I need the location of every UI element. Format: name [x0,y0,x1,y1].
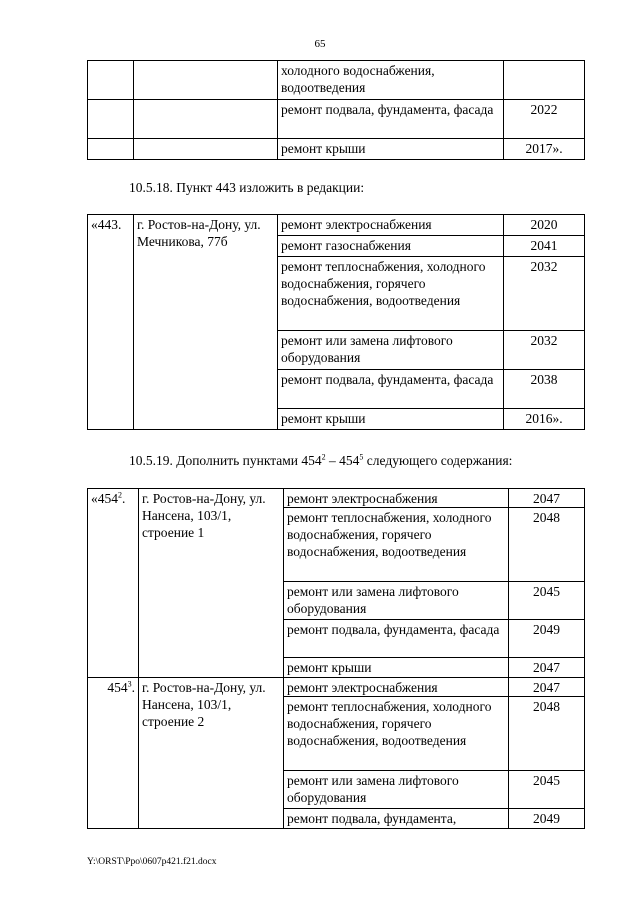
address-cell [134,100,278,139]
para-sup-2: 5 [359,452,364,462]
item-cell [88,61,134,100]
table-item-443 [87,214,585,430]
paragraph-10-5-18: 10.5.18. Пункт 443 изложить в редакции: [129,180,365,195]
para-prefix: 10.5.19. Дополнить пунктами 454 [129,453,322,468]
item-number-sup: 3 [127,679,132,689]
work-cell: ремонт теплоснабжения, холодного водоснабжения, горячего водоснабжения, водоотведения [284,697,509,771]
item-cell [88,100,134,139]
item-number-text: 454 [107,680,128,695]
year-cell [504,61,585,100]
year-cell: 2022 [504,100,585,139]
year-cell: 2047 [509,658,585,678]
year-cell: 2047 [509,489,585,508]
para-sup-1: 2 [321,452,326,462]
table-continuation [87,60,585,160]
year-cell: 2041 [504,236,585,257]
item-number-suffix: . [122,491,126,506]
work-cell: ремонт электроснабжения [284,678,509,697]
table-items-454 [87,488,585,829]
work-cell: ремонт теплоснабжения, холодного водоснабжения, горячего водоснабжения, водоотведения [278,257,504,331]
table-row [88,139,585,160]
item-number-suffix: . [131,680,135,695]
table-row [88,489,585,508]
table-row [88,100,585,139]
table-row [88,61,585,100]
footer-file-path: Y:\ORST\Ppo\0607p421.f21.docx [87,857,217,867]
item-number-text: «454 [91,491,118,506]
table-row [88,215,585,236]
page-number: 65 [314,38,326,50]
work-cell: ремонт подвала, фундамента, фасада [278,100,504,139]
work-cell: ремонт подвала, фундамента, фасада [284,620,509,658]
work-cell: ремонт крыши [278,409,504,430]
year-cell: 2047 [509,678,585,697]
work-cell: ремонт крыши [284,658,509,678]
work-cell: ремонт электроснабжения [284,489,509,508]
year-cell: 2020 [504,215,585,236]
paragraph-10-5-19 [129,453,512,469]
work-cell: ремонт подвала, фундамента, фасада [278,370,504,409]
address-cell: г. Ростов-на-Дону, ул. Нансена, 103/1, строение 1 [139,489,284,678]
year-cell: 2049 [509,809,585,829]
work-cell: ремонт или замена лифтового оборудования [284,771,509,809]
work-cell: ремонт теплоснабжения, холодного водоснабжения, горячего водоснабжения, водоотведения [284,508,509,582]
year-cell: 2048 [509,697,585,771]
work-cell: ремонт электроснабжения [278,215,504,236]
work-cell: холодного водоснабжения, водоотведения [278,61,504,100]
year-cell: 2032 [504,257,585,331]
year-cell: 2048 [509,508,585,582]
year-cell: 2045 [509,771,585,809]
year-cell: 2016». [504,409,585,430]
work-cell: ремонт газоснабжения [278,236,504,257]
table-row [88,678,585,697]
year-cell: 2049 [509,620,585,658]
year-cell: 2032 [504,331,585,370]
address-cell: г. Ростов-на-Дону, ул. Нансена, 103/1, строение 2 [139,678,284,829]
item-number [88,678,139,829]
work-cell: ремонт или замена лифтового оборудования [278,331,504,370]
address-cell [134,61,278,100]
para-dash: – 454 [325,453,360,468]
item-number: «443. [88,215,134,430]
para-suffix: следующего содержания: [363,453,513,468]
item-cell [88,139,134,160]
work-cell: ремонт или замена лифтового оборудования [284,582,509,620]
address-cell: г. Ростов-на-Дону, ул. Мечникова, 77б [134,215,278,430]
item-number-sup: 2 [118,490,122,500]
year-cell: 2017». [504,139,585,160]
work-cell: ремонт подвала, фундамента, [284,809,509,829]
item-number [88,489,139,678]
work-cell: ремонт крыши [278,139,504,160]
address-cell [134,139,278,160]
year-cell: 2045 [509,582,585,620]
year-cell: 2038 [504,370,585,409]
